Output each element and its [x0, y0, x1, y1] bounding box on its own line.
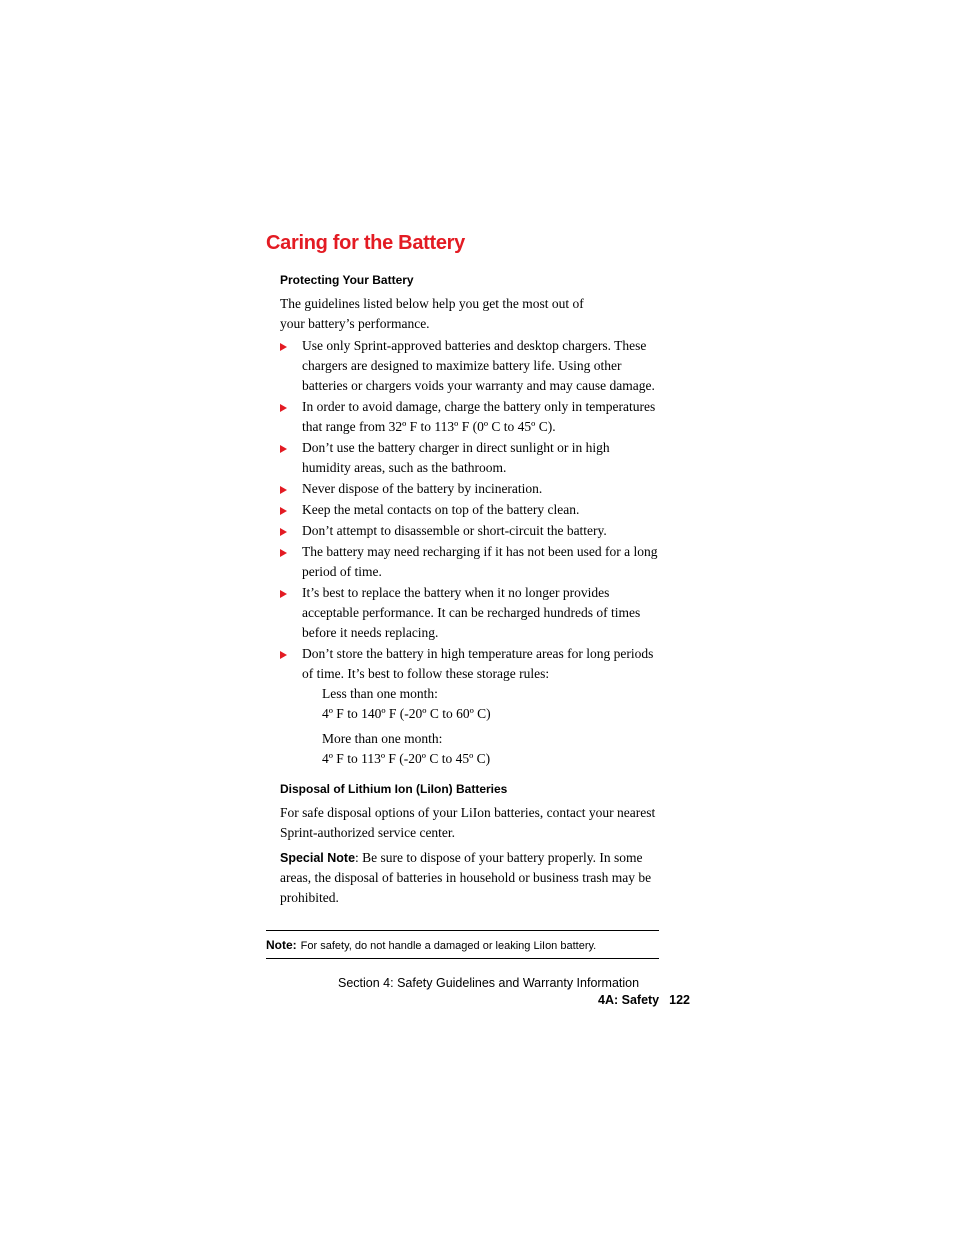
storage-rule-long: [322, 729, 622, 769]
special-note-paragraph: [280, 848, 660, 908]
list-item: [280, 397, 660, 437]
list-item-text: Use only Sprint-approved batteries and desktop chargers. These chargers are designed to maximize battery life. Using other batteries or chargers voids your warranty and may cause damage.: [302, 338, 655, 393]
arrow-bullet-icon: [280, 528, 287, 536]
list-item: [280, 500, 660, 520]
list-item: [280, 521, 660, 541]
list-item: [280, 583, 660, 643]
arrow-bullet-icon: [280, 549, 287, 557]
list-item: [280, 644, 660, 684]
storage-label: Less than one month:: [322, 686, 438, 701]
arrow-bullet-icon: [280, 445, 287, 453]
arrow-bullet-icon: [280, 507, 287, 515]
list-item: [280, 336, 660, 396]
list-item-text: Don’t attempt to disassemble or short-circuit the battery.: [302, 523, 607, 538]
arrow-bullet-icon: [280, 486, 287, 494]
page-title: Caring for the Battery: [266, 232, 465, 254]
list-item-text: It’s best to replace the battery when it no longer provides acceptable performance. It can be recharged hundreds of times before it needs replacing.: [302, 585, 641, 640]
footer-page-info: [560, 993, 690, 1007]
footer-section-title: Section 4: Safety Guidelines and Warranty Information: [338, 976, 640, 990]
list-item: [280, 438, 660, 478]
special-note-label: Special Note: [280, 851, 356, 865]
list-item: [280, 542, 660, 582]
footer-chapter: 4A: Safety: [598, 993, 660, 1007]
note-line: [266, 936, 596, 954]
list-item-text: Don’t use the battery charger in direct sunlight or in high humidity areas, such as the bathroom.: [302, 440, 610, 475]
storage-label: More than one month:: [322, 731, 443, 746]
intro-paragraph: The guidelines listed below help you get the most out of your battery’s performance.: [280, 296, 584, 331]
arrow-bullet-icon: [280, 590, 287, 598]
section-heading-protecting: Protecting Your Battery: [280, 273, 414, 287]
special-note-text: : Be sure to dispose of your battery properly. In some areas, the disposal of batteries in household or business trash may be prohibited.: [280, 850, 652, 905]
list-item-text: Keep the metal contacts on top of the battery clean.: [302, 502, 580, 517]
disposal-paragraph: For safe disposal options of your LiIon batteries, contact your nearest Sprint-authorized service center.: [280, 805, 656, 840]
section-heading-disposal: Disposal of Lithium Ion (LiIon) Batteries: [280, 782, 508, 796]
list-item-text: Don’t store the battery in high temperature areas for long periods of time. It’s best to follow these storage rules:: [302, 646, 654, 681]
page-number: 122: [669, 993, 690, 1007]
arrow-bullet-icon: [280, 343, 287, 351]
storage-range: 4º F to 140º F (-20º C to 60º C): [322, 706, 491, 721]
note-box: [266, 930, 659, 959]
arrow-bullet-icon: [280, 651, 287, 659]
list-item-text: The battery may need recharging if it has not been used for a long period of time.: [302, 544, 658, 579]
list-item-text: Never dispose of the battery by incineration.: [302, 481, 543, 496]
list-item: [280, 479, 660, 499]
arrow-bullet-icon: [280, 404, 287, 412]
guidelines-list: [280, 336, 660, 685]
note-text: For safety, do not handle a damaged or leaking LiIon battery.: [300, 940, 597, 952]
storage-rule-short: [322, 684, 622, 724]
note-label: Note:: [266, 938, 297, 952]
list-item-text: In order to avoid damage, charge the battery only in temperatures that range from 32º F to 113º F (0º C to 45º C).: [302, 399, 656, 434]
storage-range: 4º F to 113º F (-20º C to 45º C): [322, 751, 491, 766]
